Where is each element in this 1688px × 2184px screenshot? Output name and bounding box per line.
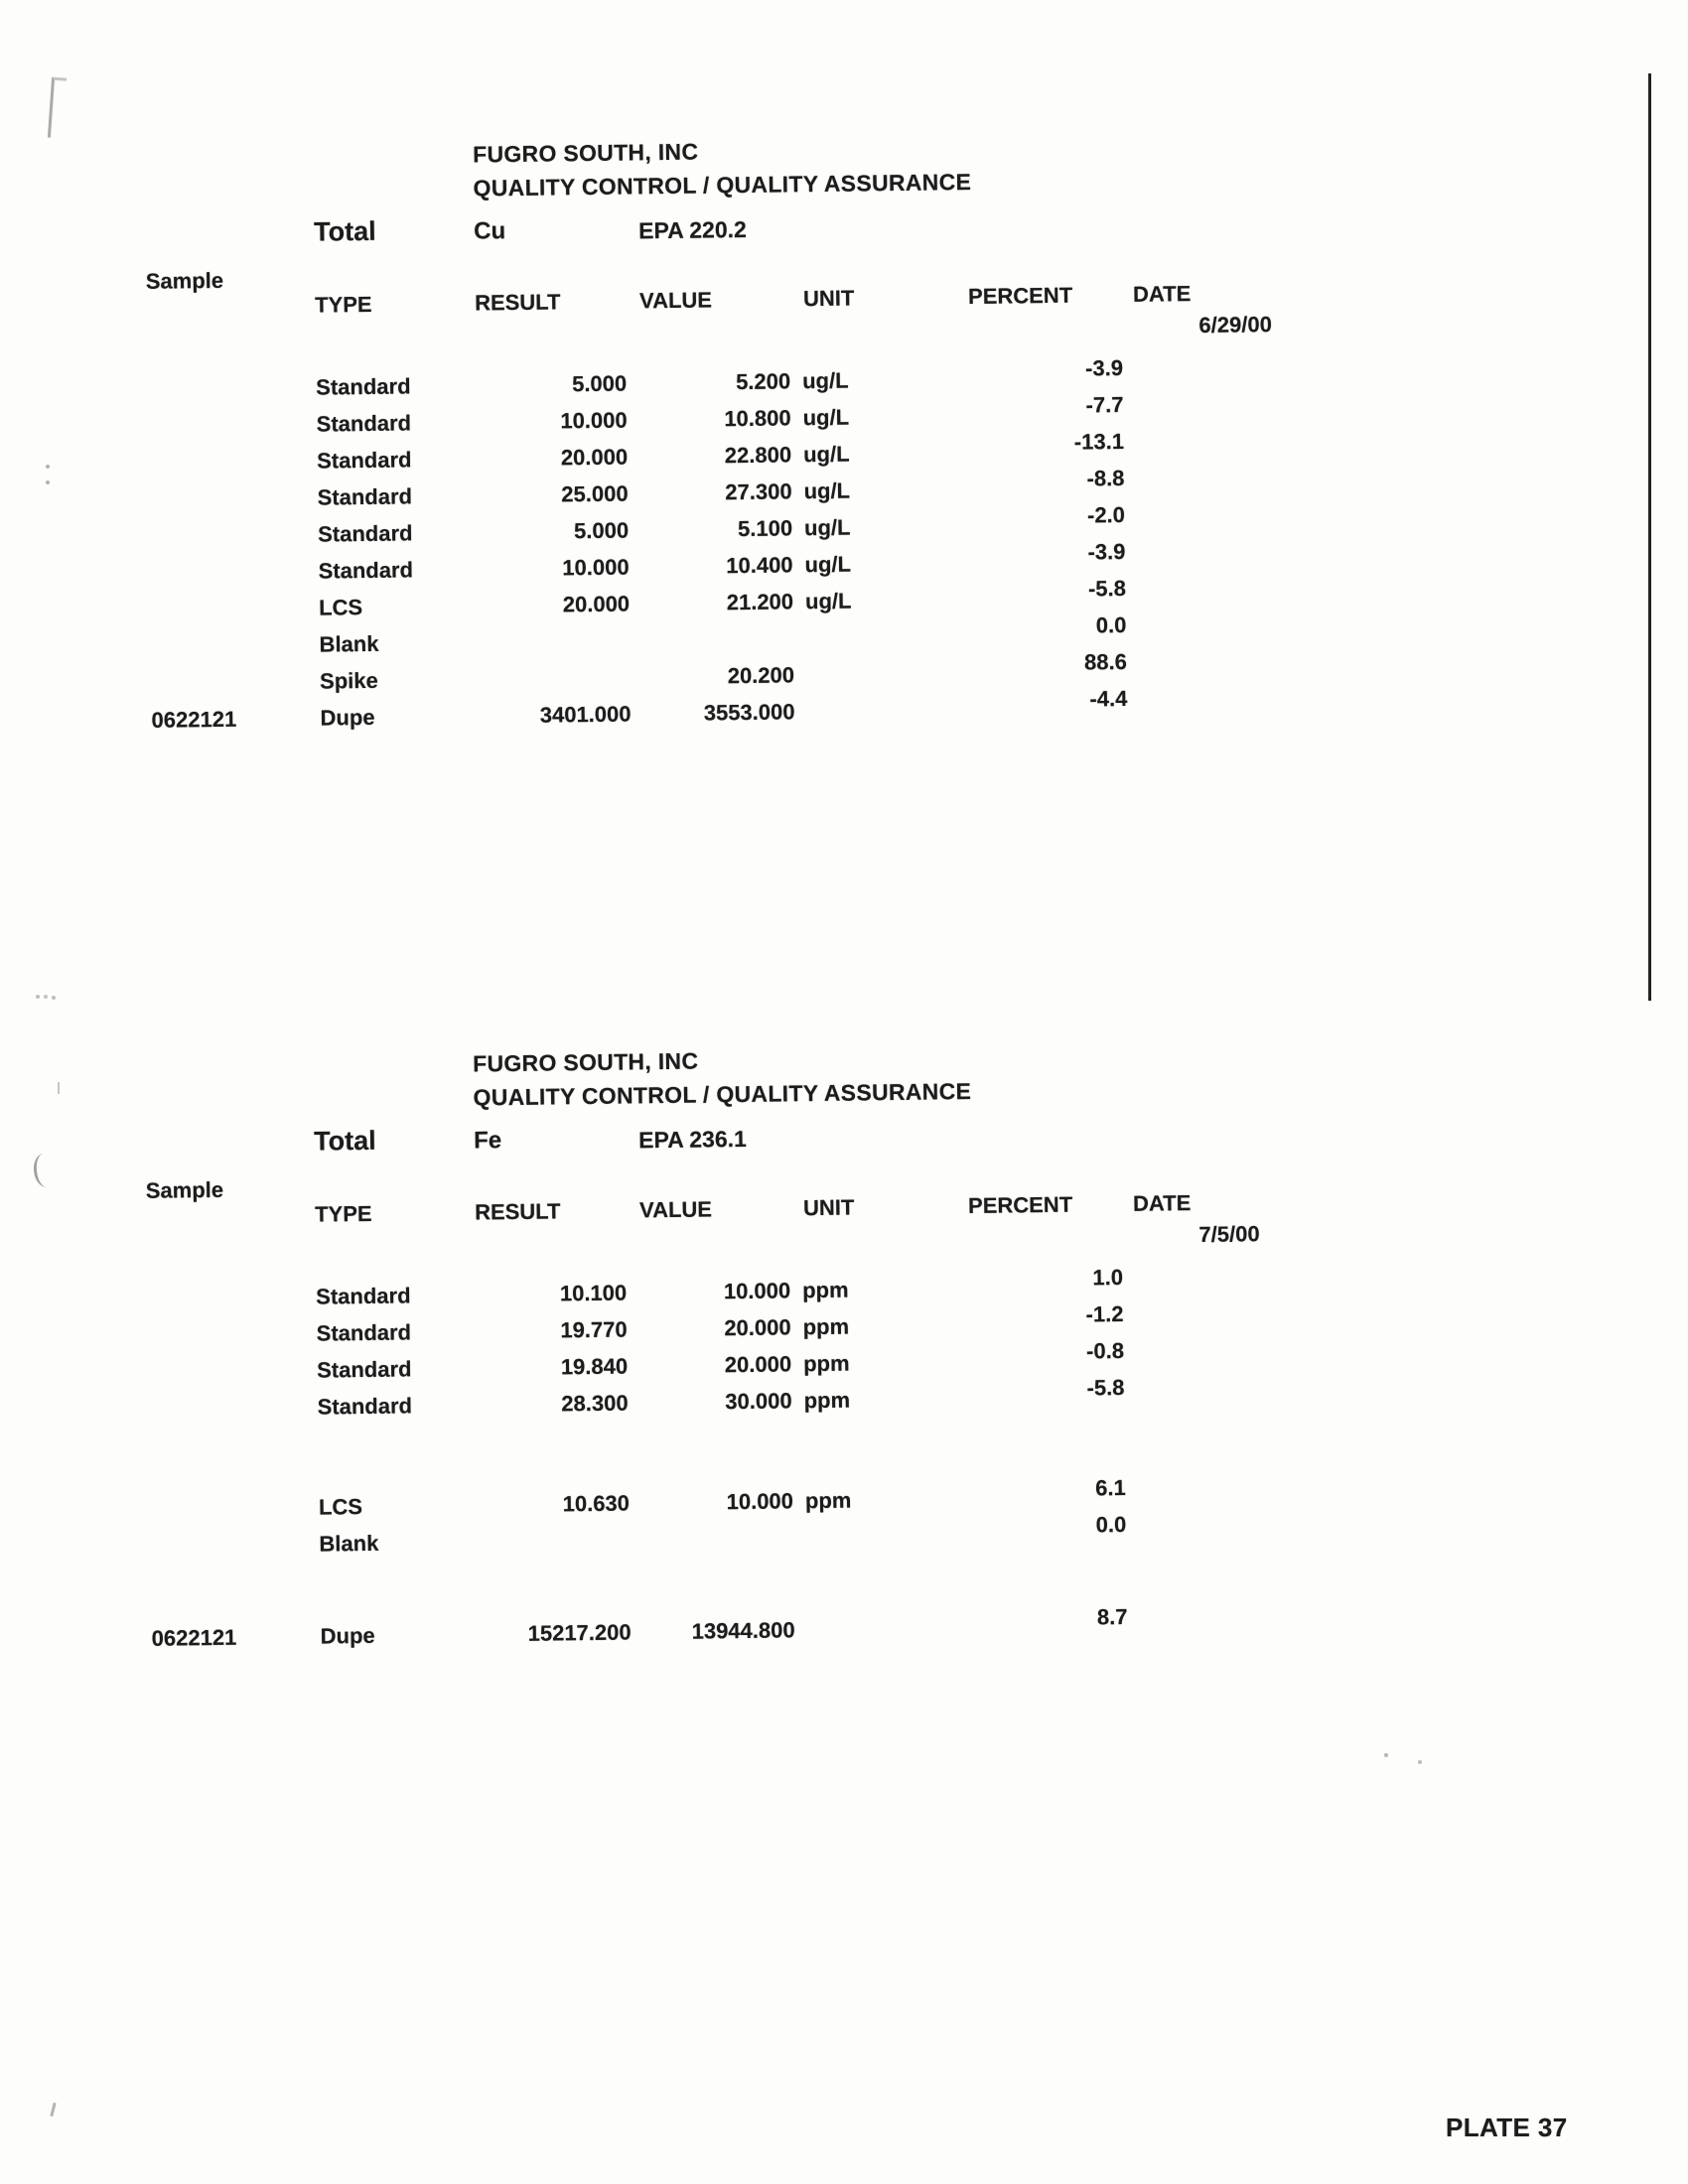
row-type: Blank: [319, 630, 379, 657]
row-unit: ug/L: [802, 404, 850, 431]
row-value: 13944.800: [691, 1617, 795, 1644]
row-result: 19.840: [560, 1353, 629, 1380]
row-unit: [793, 1523, 893, 1524]
col-header-value: VALUE: [638, 287, 713, 314]
row-percent: 8.7: [1096, 1603, 1128, 1630]
row-result: 5.000: [571, 370, 628, 397]
row-type: Blank: [319, 1530, 379, 1557]
epa-method: EPA 236.1: [637, 1125, 748, 1154]
col-header-result: RESULT: [474, 289, 561, 316]
row-unit: [794, 1615, 894, 1616]
col-header-value: VALUE: [638, 1196, 713, 1223]
row-percent: -3.9: [1084, 355, 1124, 381]
row-value: 10.000: [723, 1278, 791, 1304]
row-sample-id: [147, 1284, 316, 1286]
run-date: 7/5/00: [1198, 1221, 1260, 1247]
report-subtitle: QUALITY CONTROL / QUALITY ASSURANCE: [473, 168, 972, 202]
row-unit: ug/L: [804, 588, 852, 614]
row-type: Standard: [316, 447, 412, 474]
row-result: 5.000: [573, 517, 630, 544]
col-header-percent: PERCENT: [967, 1191, 1073, 1219]
scan-edge-line-artifact: [1648, 73, 1651, 1001]
row-type: Standard: [316, 1319, 412, 1346]
row-value: 20.200: [727, 662, 795, 689]
row-result: 19.770: [560, 1316, 628, 1343]
row-value: 3553.000: [703, 699, 795, 726]
row-value: 10.800: [724, 405, 791, 432]
row-type: Spike: [319, 667, 378, 694]
row-percent: 0.0: [1095, 612, 1127, 638]
row-unit: ppm: [802, 1313, 850, 1340]
row-percent: 6.1: [1095, 1474, 1126, 1501]
row-result: 20.000: [562, 591, 631, 617]
row-type: Standard: [316, 373, 411, 400]
analyte-name: Cu: [473, 217, 506, 245]
row-unit: ug/L: [802, 441, 850, 468]
row-value: 22.800: [724, 442, 792, 469]
row-value: 10.000: [726, 1488, 794, 1515]
col-header-unit: UNIT: [802, 1194, 855, 1221]
row-result: 10.000: [560, 407, 628, 434]
row-unit: [794, 697, 894, 698]
row-type: Dupe: [320, 704, 375, 731]
col-header-result: RESULT: [474, 1198, 561, 1225]
scan-tick-artifact: [50, 2103, 56, 2116]
row-value: 27.300: [725, 478, 792, 505]
row-result: 20.000: [560, 444, 629, 471]
row-result: 25.000: [561, 480, 629, 507]
scan-dots-artifact: [36, 995, 40, 999]
sample-column-label: Sample: [145, 1176, 224, 1203]
row-sample-id: [147, 374, 316, 376]
row-type: Standard: [317, 483, 413, 510]
row-unit: [794, 660, 894, 661]
row-result: 3401.000: [539, 701, 632, 728]
row-percent: -8.8: [1086, 465, 1125, 491]
col-header-date: DATE: [1132, 281, 1192, 307]
row-result: 28.300: [561, 1390, 629, 1417]
qc-rows: [147, 355, 1393, 744]
qc-table-cu: [0, 129, 1418, 793]
analyte-name: Fe: [473, 1127, 502, 1155]
row-value: 5.200: [735, 368, 791, 395]
row-percent: 0.0: [1095, 1511, 1127, 1538]
row-result: 10.100: [559, 1280, 628, 1306]
row-type: Standard: [318, 557, 414, 584]
row-unit: ppm: [802, 1350, 850, 1377]
row-sample-id: 0622121: [151, 1624, 237, 1651]
row-unit: ppm: [804, 1487, 852, 1514]
row-unit: [793, 623, 893, 624]
row-type: LCS: [318, 595, 363, 620]
col-header-percent: PERCENT: [967, 282, 1073, 310]
row-type: Standard: [317, 520, 413, 547]
row-percent: -4.4: [1089, 685, 1128, 712]
run-date: 6/29/00: [1198, 312, 1273, 338]
row-type: Standard: [317, 1393, 413, 1420]
row-value: 21.200: [726, 589, 794, 615]
company-name: FUGRO SOUTH, INC: [472, 138, 699, 168]
scan-corner-hook-artifact: [48, 77, 67, 139]
row-type: LCS: [318, 1494, 363, 1520]
row-unit: ppm: [803, 1387, 851, 1414]
epa-method: EPA 220.2: [637, 215, 748, 244]
row-result: 10.000: [562, 554, 630, 581]
row-value: 10.400: [726, 552, 793, 579]
scan-dots-artifact: [1384, 1753, 1388, 1757]
row-percent: 1.0: [1092, 1265, 1124, 1291]
total-label: Total: [313, 1125, 376, 1157]
qc-table-fe: [0, 1038, 1418, 1703]
row-value: 5.100: [737, 515, 793, 542]
company-name: FUGRO SOUTH, INC: [472, 1047, 699, 1077]
col-header-type: TYPE: [314, 1200, 372, 1227]
row-value: 20.000: [724, 1314, 791, 1341]
col-header-type: TYPE: [314, 291, 372, 318]
row-unit: ug/L: [804, 551, 852, 578]
qc-rows: [147, 1265, 1393, 1662]
table-row: [151, 1603, 1393, 1661]
row-unit: ug/L: [801, 367, 849, 394]
row-percent: -0.8: [1085, 1337, 1125, 1364]
plate-label: PLATE 37: [1446, 2113, 1568, 2142]
row-percent: -1.2: [1085, 1300, 1124, 1327]
row-sample-id: [150, 1494, 319, 1496]
col-header-date: DATE: [1132, 1190, 1192, 1216]
total-label: Total: [313, 215, 376, 247]
row-percent: -7.7: [1085, 391, 1124, 418]
row-value: 20.000: [724, 1351, 792, 1378]
row-type: Standard: [316, 1356, 412, 1383]
row-percent: -3.9: [1087, 538, 1126, 565]
row-result: 15217.200: [527, 1619, 632, 1646]
row-type: Dupe: [320, 1622, 375, 1649]
sample-column-label: Sample: [145, 267, 224, 294]
report-subtitle: QUALITY CONTROL / QUALITY ASSURANCE: [473, 1077, 972, 1111]
row-unit: ppm: [801, 1277, 849, 1303]
row-percent: -2.0: [1086, 501, 1126, 528]
col-header-unit: UNIT: [802, 285, 855, 312]
row-percent: -5.8: [1087, 575, 1127, 602]
row-type: Standard: [316, 1283, 411, 1309]
row-value: 30.000: [725, 1388, 792, 1415]
row-type: Standard: [316, 410, 412, 437]
row-unit: ug/L: [803, 478, 851, 504]
row-unit: ug/L: [803, 514, 851, 541]
row-percent: -13.1: [1073, 428, 1125, 455]
row-sample-id: 0622121: [151, 706, 237, 733]
row-result: 10.630: [562, 1490, 631, 1517]
row-percent: -5.8: [1086, 1374, 1125, 1401]
row-percent: 88.6: [1083, 648, 1128, 675]
